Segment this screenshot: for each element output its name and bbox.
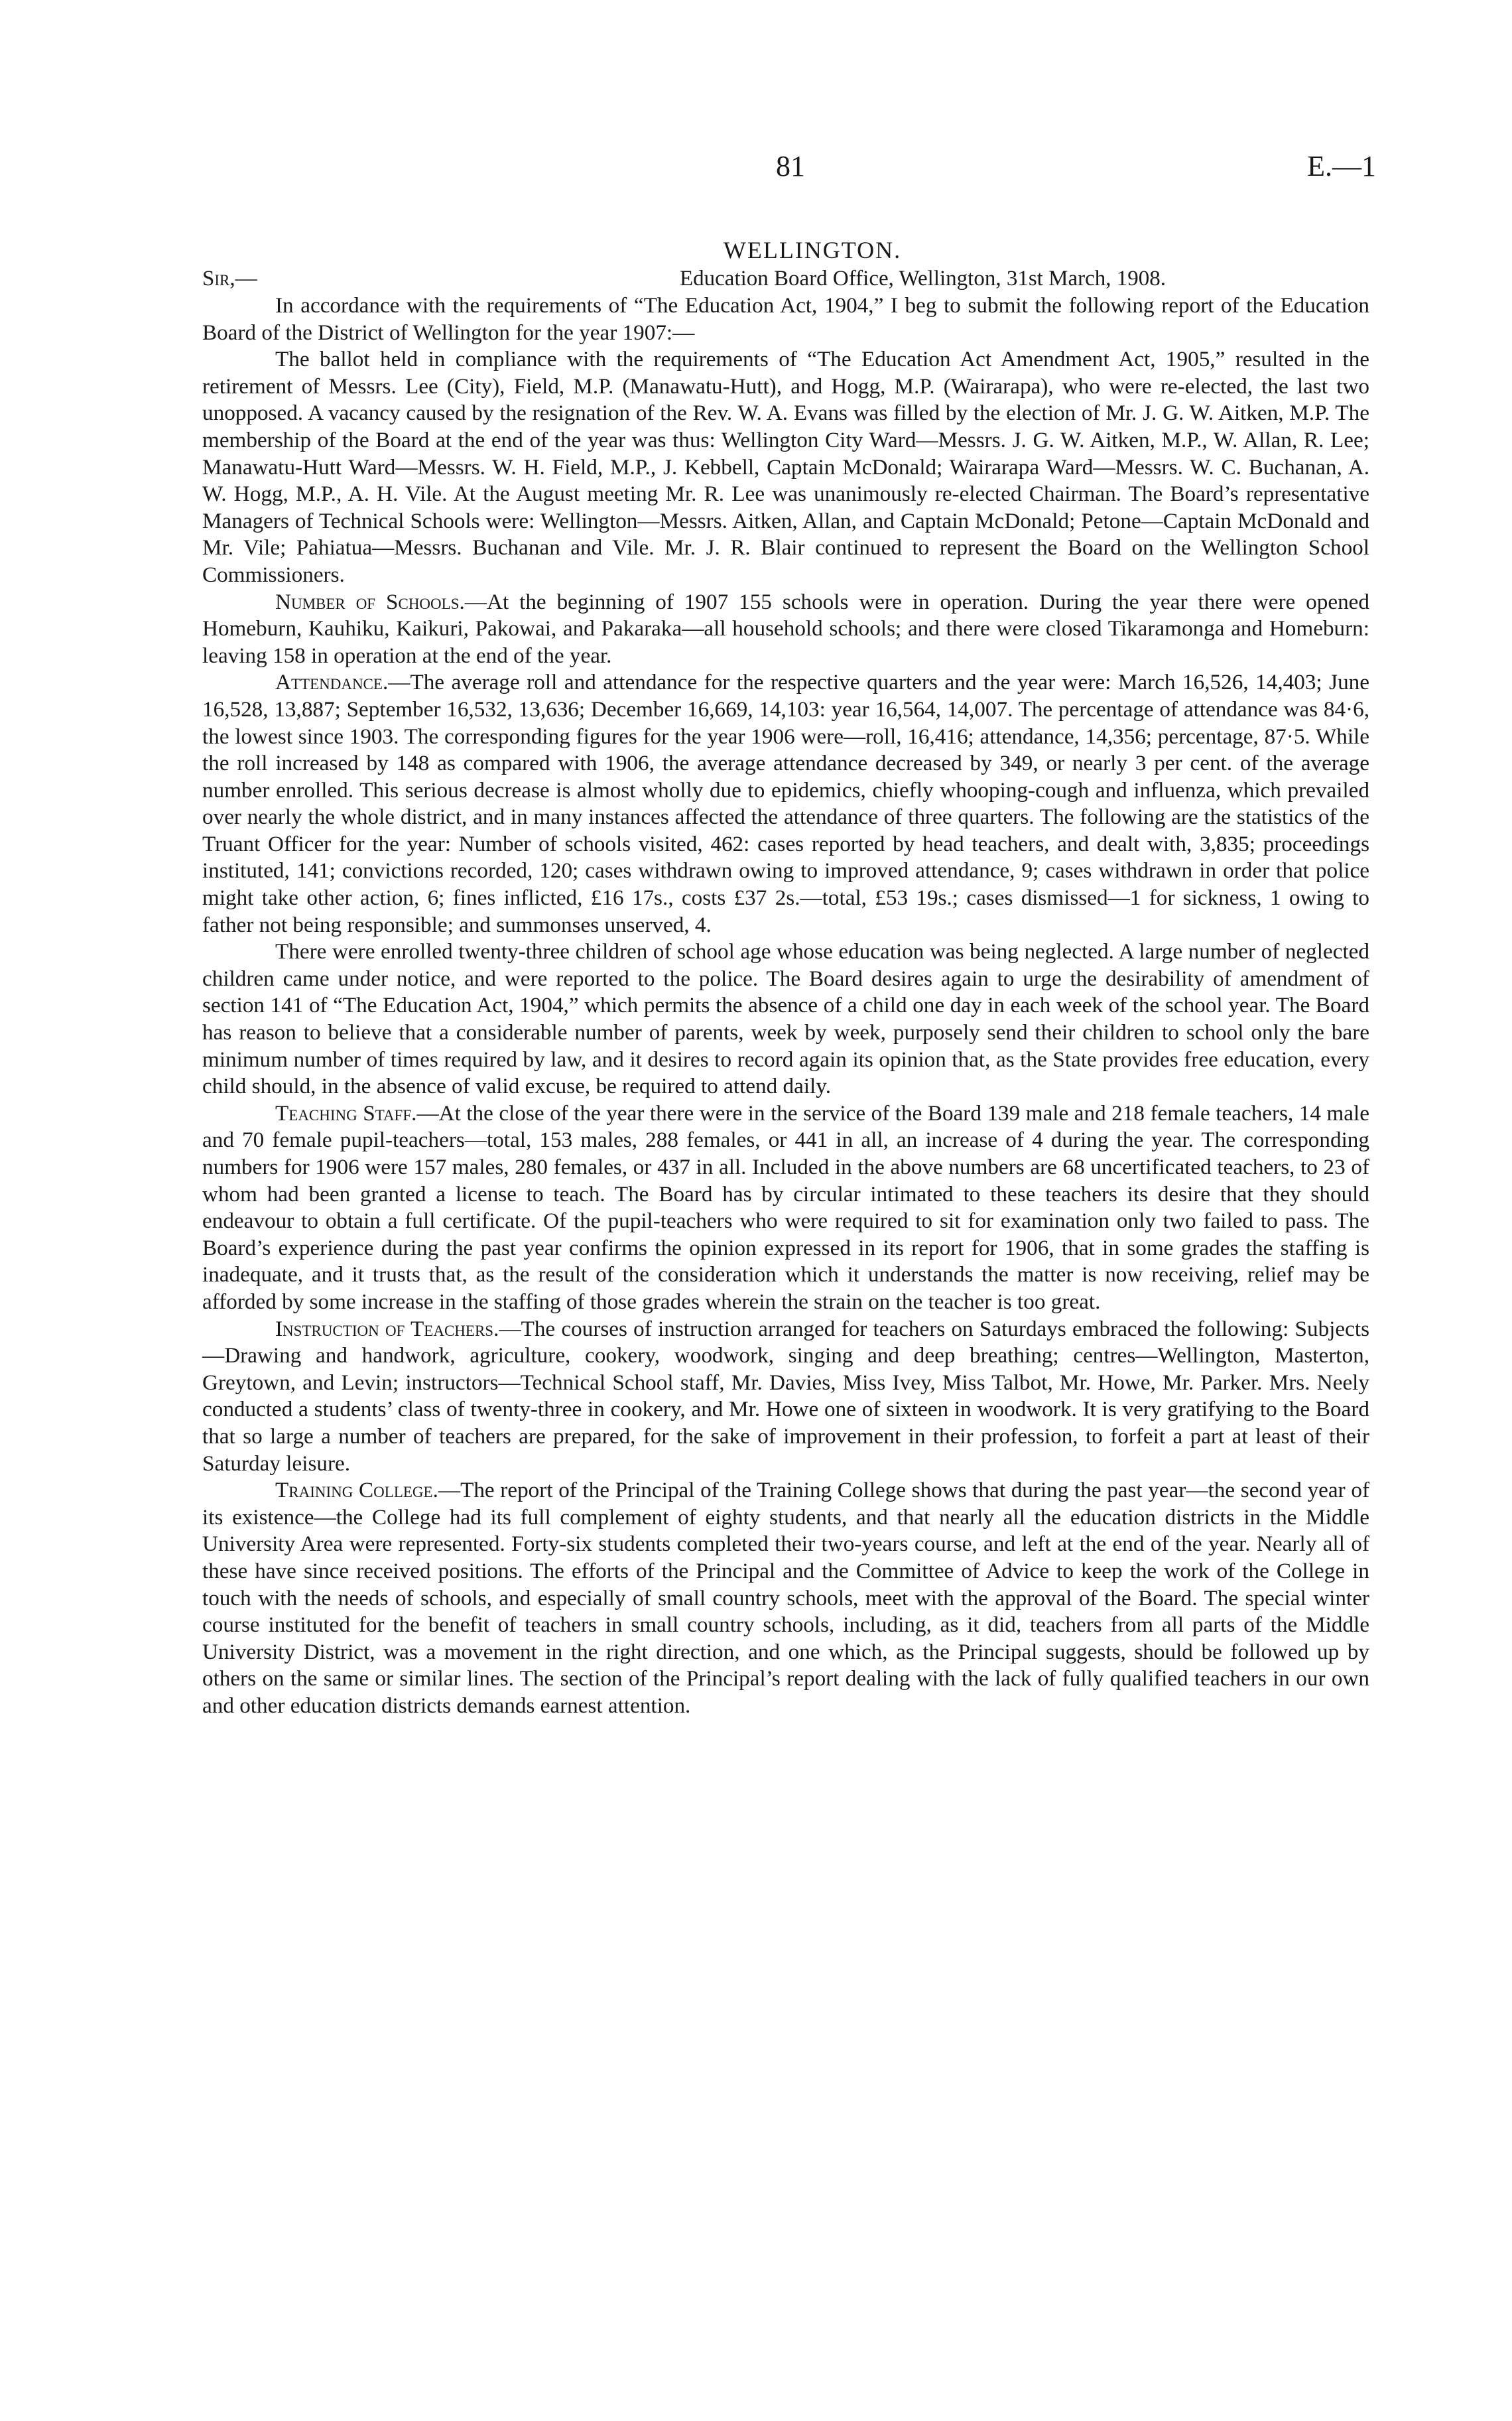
- report-body: [202, 293, 1369, 1719]
- office-date-line: Education Board Office, Wellington, 31st March, 1908.: [680, 267, 1166, 291]
- paragraph-text: There were enrolled twenty-three children of school age whose education was being neglected. A large number of neglected children came under notice, and were reported to the police. The Board desires again to urge the desirability of amendment of section 141 of “The Education Act, 1904,” which permits the absence of a child one day in each week of the school year. The Board has reason to believe that a considerable number of parents, week by week, purposely send their children to school only the bare minimum number of times required by law, and it desires to record again its opinion that, as the State provides free education, every child should, in the absence of valid excuse, be required to attend daily.: [202, 939, 1369, 1099]
- page-number: 81: [776, 150, 805, 182]
- paragraph-training-college: [202, 1477, 1369, 1719]
- paragraph-text: The ballot held in compliance with the requirements of “The Education Act Amendment Act, 1905,” resulted in the retirement of Messrs. Lee (City), Field, M.P. (Manawatu-Hutt), and Hogg, M.P. (Wairarapa), who were re-elected, the last two unopposed. A vacancy caused by the resignation of the Rev. W. A. Evans was filled by the election of Mr. J. G. W. Aitken, M.P. The membership of the Board at the end of the year was thus: Wellington City Ward—Messrs. J. G. W. Aitken, M.P., W. Allan, R. Lee; Manawatu-Hutt Ward—Messrs. W. H. Field, M.P., J. Kebbell, Captain McDonald; Wairarapa Ward—Messrs. W. C. Buchanan, A. W. Hogg, M.P., A. H. Vile. At the August meeting Mr. R. Lee was unanimously re-elected Chairman. The Board’s representative Managers of Technical Schools were: Wellington—Messrs. Aitken, Allan, and Captain McDonald; Petone—Captain McDonald and Mr. Vile; Pahiatua—Messrs. Buchanan and Vile. Mr. J. R. Blair continued to represent the Board on the Wellington School Commissioners.: [202, 347, 1369, 587]
- paragraph-heading: Teaching Staff.: [275, 1100, 417, 1126]
- paragraph-text: In accordance with the requirements of “The Education Act, 1904,” I beg to submit the following report of the Education Board of the District of Wellington for the year 1907:—: [202, 293, 1369, 345]
- paragraph-instruction-of-teachers: [202, 1316, 1369, 1478]
- paragraph-heading: Number of Schools.: [275, 589, 465, 614]
- paragraph-heading: Instruction of Teachers.: [275, 1316, 499, 1341]
- letter-opening: [202, 265, 1369, 293]
- section-title: WELLINGTON.: [723, 237, 902, 263]
- paragraph-text: —The report of the Principal of the Training College shows that during the past year—the second year of its existence—the College had its full complement of eighty students, and that nearly all the education districts in the Middle University Area were represented. Forty-six students completed their two-years course, and left at the end of the year. Nearly all of these have since received positions. The efforts of the Principal and the Committee of Advice to keep the work of the College in touch with the needs of schools, and especially of small country schools, meet with the approval of the Board. The special winter course instituted for the benefit of teachers in small country schools, including, as it did, teachers from all parts of the Middle University District, was a movement in the right direction, and one which, as the Principal suggests, should be followed up by others on the same or similar lines. The section of the Principal’s report dealing with the lack of fully qualified teachers in our own and other education districts demands earnest attention.: [202, 1478, 1369, 1718]
- paragraph-heading: Attendance.: [275, 670, 389, 695]
- paragraph-neglected-children: [202, 939, 1369, 1100]
- paragraph-attendance: [202, 669, 1369, 939]
- paragraph-heading: Training College.: [275, 1478, 438, 1503]
- document-code: E.—1: [1307, 150, 1376, 182]
- paragraph-text: —At the beginning of 1907 155 schools were in operation. During the year there were opened Homeburn, Kauhiku, Kaikuri, Pakowai, and Pakaraka—all household schools; and there were closed Tikaramonga and Homeburn: leaving 158 in operation at the end of the year.: [202, 589, 1369, 668]
- paragraph-number-of-schools: [202, 589, 1369, 670]
- paragraph-introduction: [202, 293, 1369, 346]
- paragraph-text: —The courses of instruction arranged for teachers on Saturdays embraced the following: Subjects—Drawing and handwork, agriculture, cookery, woodwork, singing and deep breathing; centres—Wellington, Masterton, Greytown, and Levin; instructors—Technical School staff, Mr. Davies, Miss Ivey, Miss Talbot, Mr. Howe, Mr. Parker. Mrs. Neely conducted a students’ class of twenty-three in cookery, and Mr. Howe one of sixteen in woodwork. It is very gratifying to the Board that so large a number of teachers are prepared, for the sake of improvement in their profession, to forfeit a part at least of their Saturday leisure.: [202, 1316, 1369, 1476]
- page-header: [202, 149, 1376, 209]
- paragraph-text: —At the close of the year there were in the service of the Board 139 male and 218 female teachers, 14 male and 70 female pupil-teachers—total, 153 males, 288 females, or 441 in all, an increase of 4 during the year. The corresponding numbers for 1906 were 157 males, 280 females, or 437 in all. Included in the above numbers are 68 uncertificated teachers, to 23 of whom had been granted a license to teach. The Board has by circular intimated to these teachers its desire that they should endeavour to obtain a full certificate. Of the pupil-teachers who were required to sit for examination only two failed to pass. The Board’s experience during the past year confirms the opinion expressed in its report for 1906, that in some grades the staffing is inadequate, and it trusts that, as the result of the consideration which it understands the matter is now receiving, relief may be afforded by some increase in the staffing of those grades wherein the strain on the teacher is too great.: [202, 1100, 1369, 1314]
- paragraph-teaching-staff: [202, 1100, 1369, 1316]
- report-page: [202, 149, 1376, 1719]
- salutation: Sir,—: [202, 267, 257, 291]
- paragraph-board-membership: [202, 346, 1369, 588]
- paragraph-text: —The average roll and attendance for the respective quarters and the year were: March 16,526, 14,403; June 16,528, 13,887; September 16,532, 13,636; December 16,669, 14,103: year 16,564, 14,007. The percentage of attendance was 84·6, the lowest since 1903. The corresponding figures for the year 1906 were—roll, 16,416; attendance, 14,356; percentage, 87·5. While the roll increased by 148 as compared with 1906, the average attendance decreased by 349, or nearly 3 per cent. of the average number enrolled. This serious decrease is almost wholly due to epidemics, chiefly whooping-cough and influenza, which prevailed over nearly the whole district, and in many instances affected the attendance of three quarters. The following are the statistics of the Truant Officer for the year: Number of schools visited, 462: cases reported by head teachers, and dealt with, 3,835; proceedings instituted, 141; convictions recorded, 120; cases withdrawn owing to improved attendance, 9; cases withdrawn in order that police might take other action, 6; fines inflicted, £16 17s., costs £37 2s.—total, £53 19s.; cases dismissed—1 for sickness, 1 owing to father not being responsible; and summonses unserved, 4.: [202, 670, 1369, 937]
